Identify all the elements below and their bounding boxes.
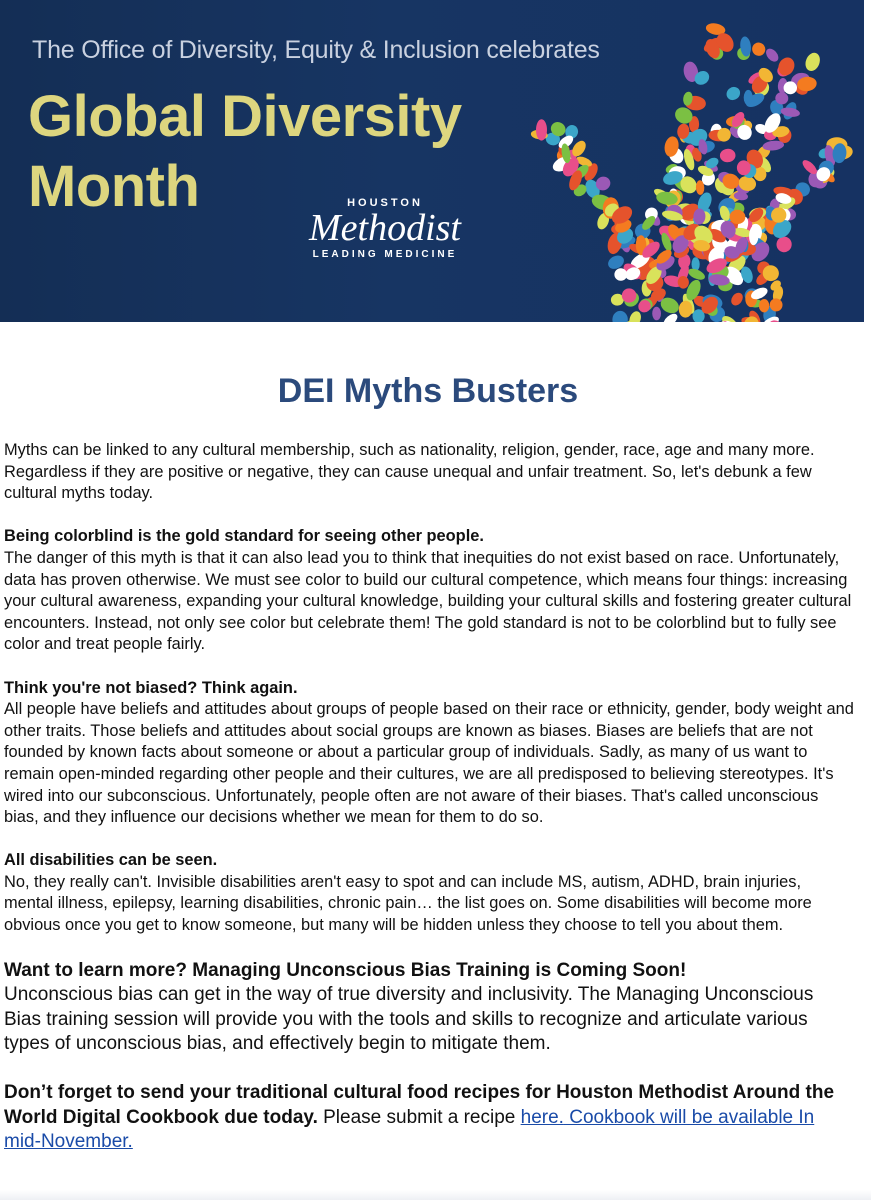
training-body: Unconscious bias can get in the way of true diversity and inclusivity. The Managing Unconscious Bias training session will provide you with the tools and skills to recognize and articulate various types of unconscious bias, and effectively begin to mitigate them. [4, 984, 814, 1055]
myth-title: All disabilities can be seen. [4, 851, 218, 870]
logo-top-text: HOUSTON [347, 197, 423, 209]
myth-title: Being colorblind is the gold standard for seeing other people. [4, 527, 484, 546]
cookbook-after-text: Cookbook will be available In mid-November. [4, 1106, 815, 1153]
header-banner [0, 0, 864, 322]
myth-body: No, they really can't. Invisible disabilities aren't easy to spot and can include MS, autism, ADHD, brain injuries, mental illness, epilepsy, learning disabilities, chronic pain… the list goes on. Some disabilities will become more obvious once you get to know someone, but many will be hidden unless they choose to tell you about them. [4, 872, 812, 935]
logo-name: Methodist [309, 207, 461, 249]
banner-subtitle: The Office of Diversity, Equity & Inclusion celebrates [32, 36, 600, 64]
article-body [4, 440, 854, 1155]
banner-title: Global Diversity Month [28, 84, 462, 219]
recipe-submit-link[interactable]: here. [520, 1106, 564, 1128]
logo-tagline: LEADING MEDICINE [312, 249, 458, 260]
myth-title: Think you're not biased? Think again. [4, 678, 298, 697]
cookbook-paragraph [4, 1081, 854, 1155]
training-title: Want to learn more? Managing Unconscious Bias Training is Coming Soon! [4, 959, 687, 981]
myth-body: The danger of this myth is that it can also lead you to think that inequities do not exist based on race. Unfortunately, data has proven otherwise. We must see color to build our cultural competence, which means four things: increasing your cultural awareness, expanding your cultural knowledge, building your cultural skills and fostering greater cultural encounters. Instead, not only see color but celebrate them! The gold standard is not to be colorblind but to fully see color and treat people fairly. [4, 548, 852, 654]
cookbook-text: Please submit a recipe [317, 1106, 521, 1128]
cookbook-bold-text: Don’t forget to send your traditional cultural food recipes for Houston Methodist Around the World Digital Cookbook due today. [4, 1082, 835, 1128]
handprint-hand-image [520, 0, 864, 322]
myth-body: All people have beliefs and attitudes about groups of people based on their race or ethnicity, gender, body weight and other traits. Those beliefs and attitudes about social groups are known as biases. Biases are beliefs that are not founded by known facts about someone or about a particular group of individuals. Sadly, as many of us want to remain open-minded regarding other people and their cultures, we are all predisposed to believing stereotypes. It's wired into our subconscious. Unfortunately, people often are not aware of their biases. That's called unconscious bias, and they influence our decisions whether we mean for them to do so. [4, 700, 854, 827]
houston-methodist-logo [280, 197, 490, 260]
page-heading: DEI Myths Busters [277, 372, 579, 410]
intro-paragraph: Myths can be linked to any cultural membership, such as nationality, religion, gender, race, age and many more. Regardless if they are positive or negative, they can cause unequal and unfair treatment. So, let's debunk a few cultural myths today. [4, 441, 815, 503]
